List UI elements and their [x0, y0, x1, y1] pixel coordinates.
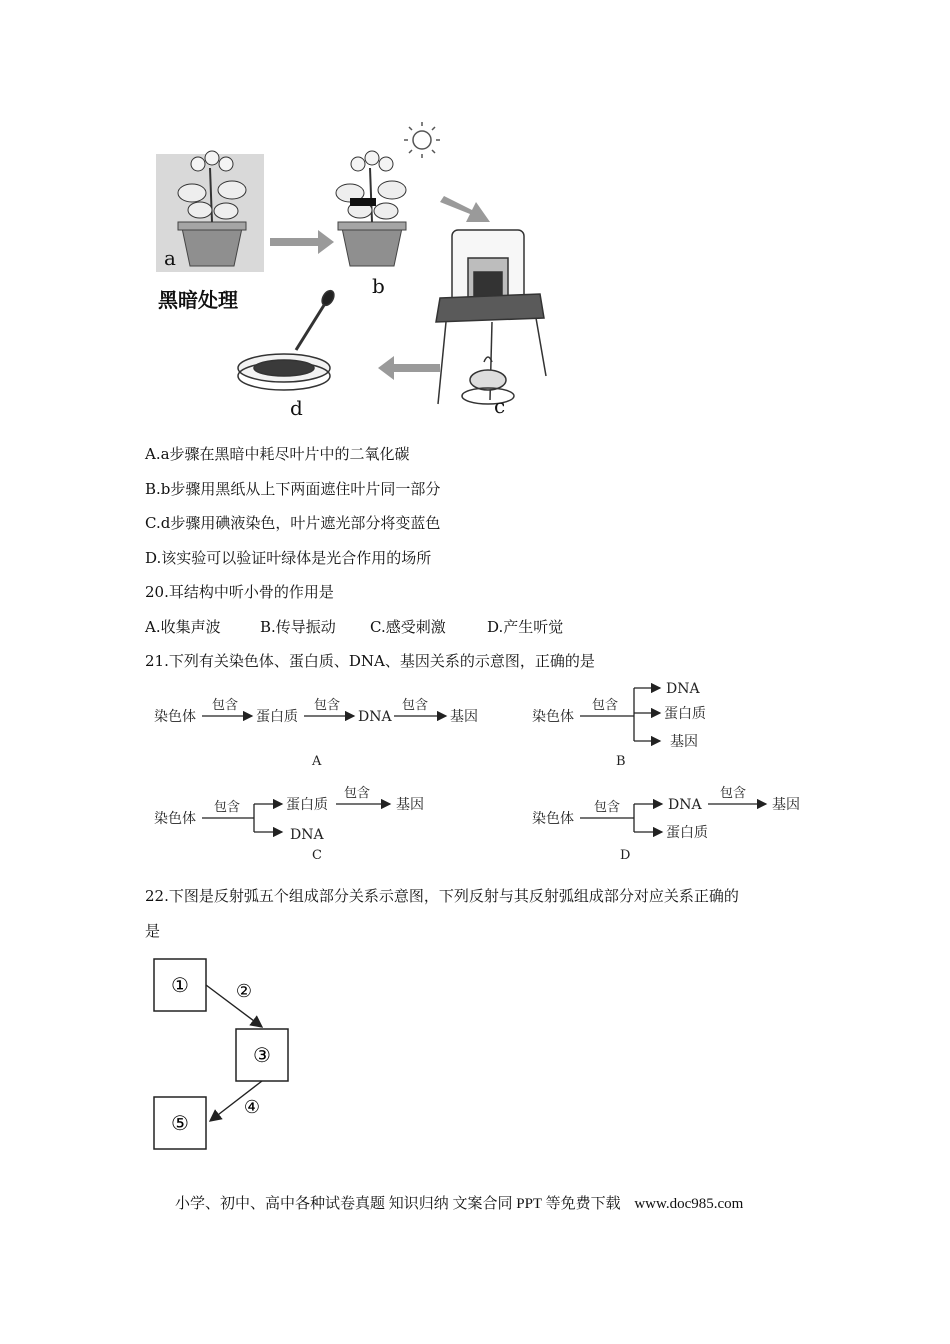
q20-stem: 20.耳结构中听小骨的作用是 [145, 583, 334, 601]
arrow-a-to-b [270, 230, 334, 254]
b-chromosome: 染色体 [532, 709, 574, 725]
a-letter: A [312, 754, 322, 769]
d-dna: DNA [668, 797, 702, 813]
label-b: b [372, 274, 385, 298]
b-gene: 基因 [670, 734, 698, 750]
footer [175, 1192, 743, 1213]
arrow-b-to-c [440, 196, 490, 222]
arrow-1-to-3 [206, 985, 262, 1027]
d-contains-1: 包含 [594, 800, 621, 815]
experiment-figure [150, 118, 570, 428]
q20-option-b: B.传导振动 [260, 618, 336, 636]
label-d: d [290, 396, 303, 420]
d-gene: 基因 [772, 797, 800, 813]
arrow-c-to-d [378, 356, 440, 380]
q19-option-b: B.b步骤用黑纸从上下两面遮住叶片同一部分 [145, 480, 441, 498]
label-a: a [164, 246, 176, 270]
a-contains-1: 包含 [212, 698, 239, 713]
a-contains-2: 包含 [314, 698, 341, 713]
reflex-arc-diagram [150, 955, 300, 1155]
c-dna: DNA [290, 827, 324, 843]
sun-icon [404, 122, 440, 158]
c-contains-1: 包含 [214, 800, 241, 815]
caption-dark-treatment: 黑暗处理 [158, 288, 238, 312]
c-gene: 基因 [396, 797, 424, 813]
q21-diagram-b [532, 681, 706, 769]
b-protein: 蛋白质 [664, 706, 706, 722]
label-c: c [494, 394, 506, 418]
c-letter: C [312, 848, 322, 863]
q21-diagram-c [154, 786, 424, 863]
a-dna: DNA [358, 709, 392, 725]
c-contains-2: 包含 [344, 786, 371, 801]
q21-diagram-d [532, 786, 800, 863]
black-paper-cover [350, 198, 376, 206]
q20-option-a: A.收集声波 [145, 618, 221, 636]
q20-option-d: D.产生听觉 [487, 618, 564, 636]
petri-dish-icon [238, 289, 336, 390]
experiment-illustration [150, 118, 570, 428]
a-gene: 基因 [450, 709, 478, 725]
q21-stem: 21.下列有关染色体、蛋白质、DNA、基因关系的示意图，正确的是 [145, 652, 595, 670]
d-chromosome: 染色体 [532, 811, 574, 827]
q19-option-d: D.该实验可以验证叶绿体是光合作用的场所 [145, 549, 432, 567]
q21-diagram-a [154, 698, 478, 769]
b-contains: 包含 [592, 698, 619, 713]
d-letter: D [620, 848, 631, 863]
q21-diagrams [140, 675, 830, 865]
c-protein: 蛋白质 [286, 797, 328, 813]
node-2-label: ② [235, 981, 253, 1002]
water-bath-apparatus-icon [436, 230, 546, 404]
node-4-label: ④ [243, 1097, 261, 1118]
a-chromosome: 染色体 [154, 709, 196, 725]
q22-stem-line2: 是 [145, 922, 161, 940]
q19-option-c: C.d步骤用碘液染色，叶片遮光部分将变蓝色 [145, 514, 441, 532]
footer-text: 小学、初中、高中各种试卷真题 知识归纳 文案合同 PPT 等免费下载 [175, 1196, 621, 1212]
node-5-label: ⑤ [171, 1111, 189, 1135]
node-3-label: ③ [253, 1043, 271, 1067]
b-dna: DNA [666, 681, 700, 697]
node-1-label: ① [171, 973, 189, 997]
d-contains-2: 包含 [720, 786, 747, 801]
c-chromosome: 染色体 [154, 811, 196, 827]
d-protein: 蛋白质 [666, 825, 708, 841]
q20-option-c: C.感受刺激 [370, 618, 446, 636]
q19-option-a: A.a步骤在黑暗中耗尽叶片中的二氧化碳 [145, 445, 410, 463]
a-contains-3: 包含 [402, 698, 429, 713]
plant-b-icon [336, 151, 406, 266]
b-letter: B [616, 754, 626, 769]
footer-url[interactable]: www.doc985.com [634, 1196, 744, 1212]
q22-stem-line1: 22.下图是反射弧五个组成部分关系示意图，下列反射与其反射弧组成部分对应关系正确的 [145, 887, 739, 905]
a-protein: 蛋白质 [256, 709, 298, 725]
